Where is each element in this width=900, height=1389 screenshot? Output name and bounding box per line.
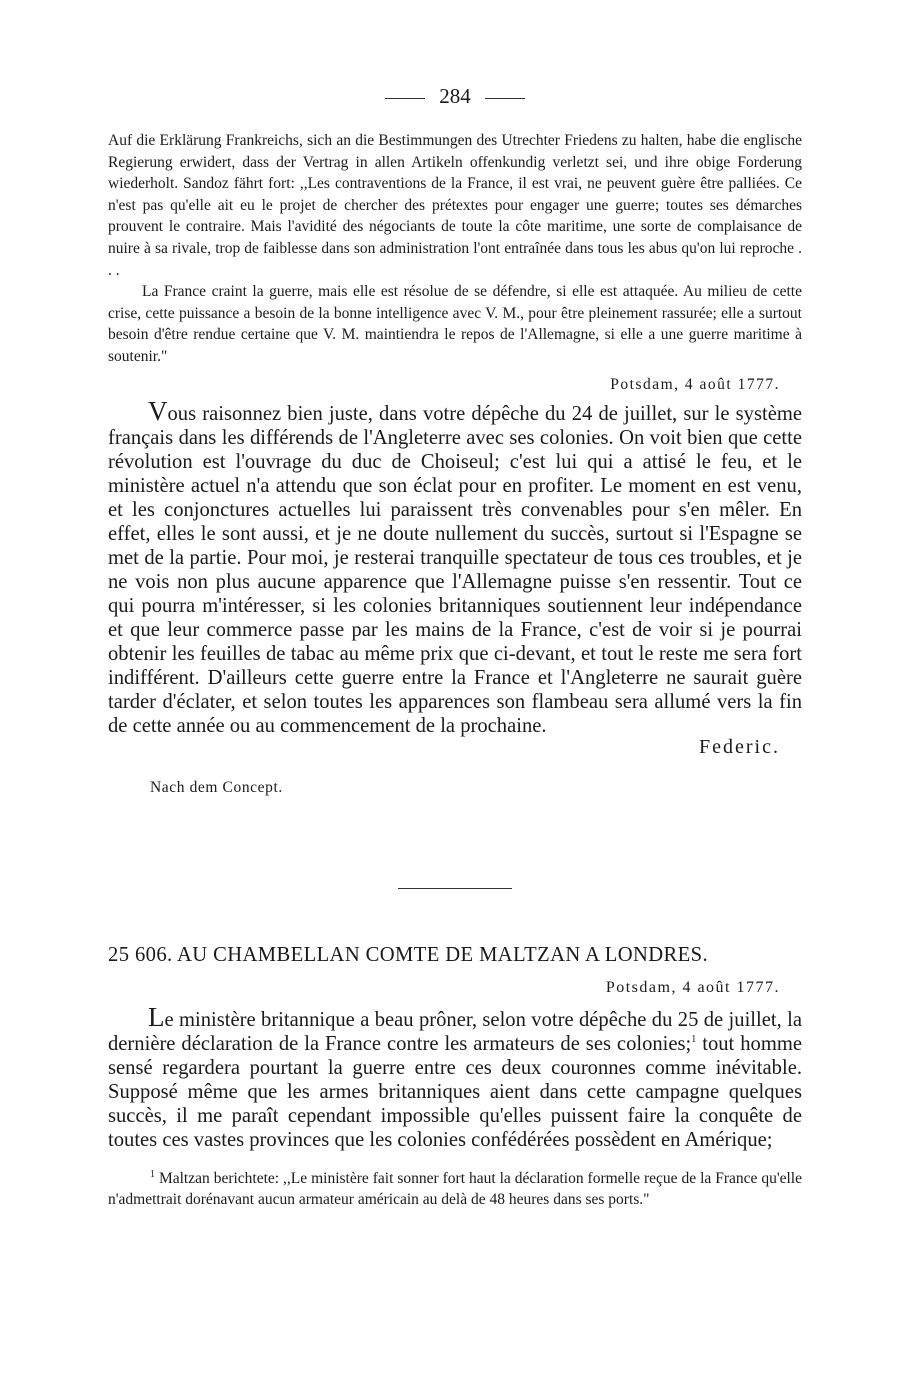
next-letter [108, 944, 802, 1211]
previous-letter [108, 130, 802, 797]
page-header [108, 84, 802, 109]
letter-body [108, 396, 802, 738]
footnote-reference[interactable]: 1 [691, 1033, 697, 1045]
footnote [108, 1168, 802, 1211]
letter-body-text: ous raisonnez bien juste, dans votre dépêche du 24 de juillet, sur le système français dans les différends de l'Angleterre avec ses colonies. On voit bien que cette révolution est l'ouvrage du duc de Choiseul; c'est lui qui a attisé le feu, et le ministère actuel n'a attendu que son éclat pour en profiter. Le moment en est venu, et les conjonctures actuelles lui paraissent très convenables pour s'en mêler. En effet, elles le sont aussi, et je ne doute nullement du succès, surtout si l'Espagne se met de la partie. Pour moi, je resterai tranquille spectateur de tous ces troubles, et je ne vois non plus aucune apparence que l'Allemagne puisse s'en ressentir. Tout ce qui pourra m'intéresser, si les colonies britanniques soutiennent leur indépendance et que leur commerce passe par les mains de la France, c'est de voir si je pourrai obtenir les feuilles de tabac au même prix que ci-devant, et tout le reste me sera fort indifférent. D'ailleurs cette guerre entre la France et l'Angleterre ne saurait guère tarder d'éclater, et selon toutes les apparences son flambeau sera allumé vers la fin de cette année ou au commencement de la prochaine. [108, 403, 802, 738]
letter-body [108, 1001, 802, 1152]
dateline: Potsdam, 4 août 1777. [605, 979, 780, 996]
letter-heading: 25 606. AU CHAMBELLAN COMTE DE MALTZAN A LONDRES. [108, 944, 709, 966]
header-rule-right [485, 98, 525, 99]
dateline: Potsdam, 4 août 1777. [610, 375, 780, 393]
initial-letter: V [148, 396, 168, 427]
quote-paragraph: La France craint la guerre, mais elle est résolue de se défendre, si elle est attaquée. Au milieu de cette crise, cette puissance a besoin de la bonne intelligence avec V. M., pour être pleinement rassurée; elle a surtout besoin d'être rendue certaine que V. M. maintiendra le repos de l'Allemagne, si elle a une guerre maritime à soutenir." [108, 283, 802, 365]
letter-body-text: e ministère britannique a beau prôner, selon votre dépêche du 25 de juillet, la dernière déclaration de la France contre les armateurs de ses colonies; [108, 1008, 802, 1055]
footnote-text: Maltzan berichtete: ,,Le ministère fait sonner fort haut la déclaration formelle reçue de la France qu'elle n'admettrait dorénavant aucun armateur américain au delà de 48 heures dans ses ports." [108, 1169, 802, 1209]
page-number: 284 [439, 84, 471, 108]
section-divider [398, 888, 512, 889]
header-rule-left [385, 98, 425, 99]
initial-letter: L [148, 1001, 165, 1032]
summary-paragraph: Auf die Erklärung Frankreichs, sich an die Bestimmungen des Utrechter Friedens zu halten, habe die englische Regierung erwidert, dass der Vertrag in allen Artikeln offenkundig verletzt sei, und ihre obige Forderung wiederholt. Sandoz fährt fort: ,,Les contraventions de la France, il est vrai, ne peuvent guère être palliées. Ce n'est pas qu'elle ait eu le projet de chercher des prétextes pour engager une guerre; toutes ses démarches prouvent le contraire. Mais l'avidité des négociants de toute la côte maritime, une sorte de complaisance de nuire à sa rivale, trop de faiblesse dans son administration l'ont entraînée dans tous les abus qu'on lui reproche . . . [108, 132, 802, 279]
source-note: Nach dem Concept. [150, 779, 283, 797]
signature: Federic. [699, 736, 780, 759]
letter-body-text-continued: tout homme sensé regardera pourtant la guerre entre ces deux couronnes comme inévitable. Supposé même que les armes britanniques aient dans cette campagne quelques succès, il me paraît cependant impossible qu'elles puissent faire la conquête de toutes ces vastes provinces que les colonies confédérées possèdent en Amérique; [108, 1032, 802, 1151]
footnote-mark: 1 [150, 1168, 155, 1180]
